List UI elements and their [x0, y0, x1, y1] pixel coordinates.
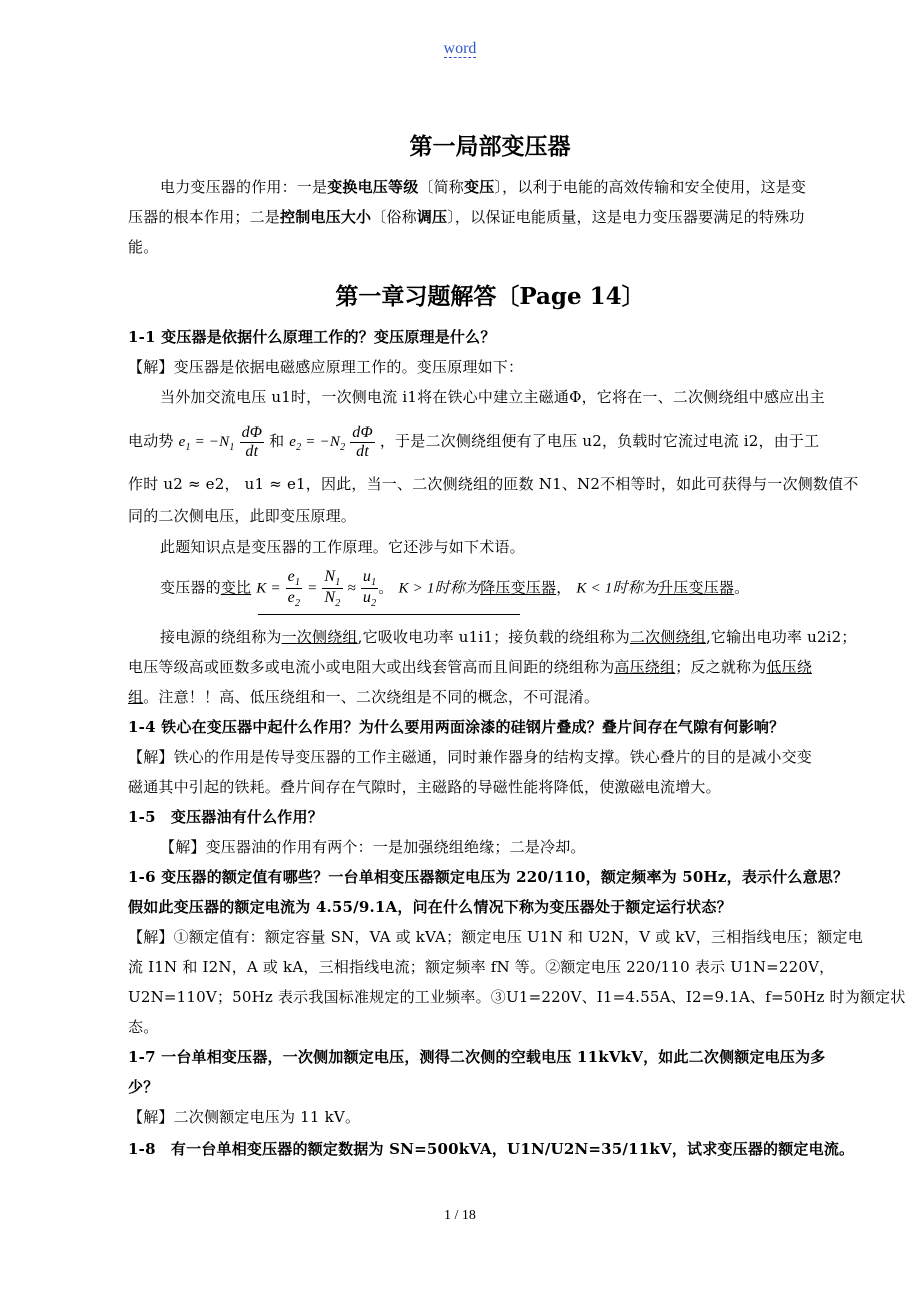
answer-1-6-line-1: 【解】①额定值有：额定容量 SN，VA 或 kVA；额定电压 U1N 和 U2N，V 或 kV，三相指线电压；额定电 — [128, 928, 863, 946]
ratio-term: 升压变压器 — [658, 578, 735, 597]
intro-text: 压器的根本作用；二是 — [128, 208, 281, 226]
chapter-title: 第一章习题解答〔Page 14〕 — [335, 283, 645, 310]
question-1-4: 1-4 铁心在变压器中起什么作用？为什么要用两面涂漆的硅钢片叠成？叠片间存在气隙有何影响？ — [128, 718, 785, 736]
w-term: 高压绕组 — [614, 658, 676, 676]
windings-line-2 — [128, 656, 852, 677]
intro-text: 〕，以利于电能的高效传输和安全使用，这是变 — [494, 178, 807, 196]
turns-ratio-line — [160, 568, 852, 609]
w-text: ；反之就称为 — [675, 658, 767, 676]
p2-text: 电动势 — [128, 432, 174, 451]
ratio-term: 变比 — [220, 578, 252, 597]
ratio-text: ， — [556, 578, 572, 597]
p2-text: ，于是二次侧绕组便有了电压 u2，负载时它流过电流 i2，由于工 — [379, 432, 820, 451]
ratio-text: K > 1时称为 — [398, 580, 481, 597]
ratio-term: 降压变压器 — [480, 578, 557, 597]
header-link-text[interactable]: word — [443, 40, 477, 57]
answer-1-1-p5: 此题知识点是变压器的工作原理。它还涉与如下术语。 — [160, 538, 525, 556]
answer-1-1-p3: 作时 u2 ≈ e2， u1 ≈ e1，因此，当一、二次侧绕组的匝数 N1、N2不相等时，如此可获得与一次侧数值不 — [128, 475, 859, 493]
question-1-7-line-1: 1-7 一台单相变压器，一次侧加额定电压，测得二次侧的空载电压 11kVkV，如此二次侧额定电压为多 — [128, 1048, 826, 1066]
question-1-7-line-2: 少？ — [128, 1078, 159, 1096]
fraction-dphi-dt: $\frac{d\Phi}{dt}$ — [241, 424, 263, 460]
question-1-1: 1-1 变压器是依据什么原理工作的？变压原理是什么？ — [128, 328, 496, 346]
question-1-6-line-1: 1-6 变压器的额定值有哪些？一台单相变压器额定电压为 220/110，额定频率为 50Hz，表示什么意思？ — [128, 868, 849, 886]
intro-text: 电力变压器的作用：一是 — [160, 178, 328, 196]
formula-eq: = — [307, 580, 318, 597]
part-title: 第一局部变压器 — [409, 133, 571, 160]
answer-1-6-line-3: U2N=110V；50Hz 表示我国标准规定的工业频率。③U1=220V、I1=4.55A、I2=9.1A、f=50Hz 时为额定状 — [128, 988, 906, 1006]
formula-e2: $e_2 = -N_2$ — [289, 434, 346, 454]
formula-underline — [258, 614, 520, 615]
formula-e1: $e_1 = -N_1$ — [178, 434, 235, 454]
fraction-e1-e2: $\frac{e_1}{e_2}$ — [287, 568, 301, 610]
intro-bold: 变压 — [464, 178, 495, 196]
question-1-6-line-2: 假如此变压器的额定电流为 4.55/9.1A，问在什么情况下称为变压器处于额定运行状态？ — [128, 898, 732, 916]
fraction-n1-n2: $\frac{N_1}{N_2}$ — [324, 568, 341, 610]
fraction-dphi-dt: $\frac{d\Phi}{dt}$ — [352, 424, 373, 460]
answer-1-4-line-1: 【解】铁心的作用是传导变压器的工作主磁通，同时兼作器身的结构支撑。铁心叠片的目的是减小交变 — [128, 748, 813, 766]
ratio-text: 。 — [378, 578, 394, 597]
intro-text: 〕，以保证电能质量，这是电力变压器要满足的特殊功 — [447, 208, 805, 226]
w-term: 二次侧绕组 — [629, 628, 706, 646]
answer-1-1: 【解】变压器是依据电磁感应原理工作的。变压原理如下： — [128, 358, 524, 376]
answer-1-1-p1: 当外加交流电压 u1时，一次侧电流 i1将在铁心中建立主磁通Φ，它将在一、二次侧绕组中感应出主 — [160, 388, 825, 406]
intro-text: 〔俗称 — [371, 208, 417, 226]
intro-line-2 — [128, 206, 852, 227]
windings-line-3 — [128, 686, 852, 707]
ratio-text: K < 1时称为 — [576, 580, 659, 597]
intro-text: 〔简称 — [418, 178, 465, 196]
header-word-link[interactable] — [0, 40, 920, 58]
w-text: ,它输出电功率 u2i2； — [705, 628, 857, 646]
windings-line-1 — [160, 626, 857, 647]
answer-1-1-p2 — [128, 424, 852, 460]
ratio-text: 变压器的 — [160, 578, 221, 597]
question-1-8: 1-8 有一台单相变压器的额定数据为 SN=500kVA，U1N/U2N=35/11kV，试求变压器的额定电流。 — [128, 1140, 855, 1158]
intro-bold: 调压 — [416, 208, 448, 226]
answer-1-6-line-4: 态。 — [128, 1018, 159, 1036]
w-term: 一次侧绕组 — [281, 628, 358, 646]
w-term: 低压绕 — [766, 658, 813, 676]
formula-k: K = — [256, 580, 281, 597]
w-text: 接电源的绕组称为 — [160, 628, 282, 646]
answer-1-7: 【解】二次侧额定电压为 11 kV。 — [128, 1108, 361, 1126]
ratio-text: 。 — [734, 578, 750, 597]
intro-line-3: 能。 — [128, 238, 159, 256]
w-text: 。注意！！高、低压绕组和一、二次绕组是不同的概念，不可混淆。 — [143, 688, 600, 706]
w-text: ,它吸收电功率 u1i1；接负载的绕组称为 — [357, 628, 630, 646]
answer-1-4-line-2: 磁通其中引起的铁耗。叠片间存在气隙时，主磁路的导磁性能将降低，使激磁电流增大。 — [128, 778, 721, 796]
fraction-u1-u2: $\frac{u_1}{u_2}$ — [362, 568, 377, 610]
page-number: 1 / 18 — [444, 1208, 476, 1223]
answer-1-5: 【解】变压器油的作用有两个：一是加强绕组绝缘；二是冷却。 — [160, 838, 586, 856]
intro-bold: 控制电压大小 — [280, 208, 372, 226]
question-1-5: 1-5 变压器油有什么作用？ — [128, 808, 323, 826]
answer-1-1-p4: 同的二次侧电压，此即变压原理。 — [128, 507, 357, 525]
answer-1-6-line-2: 流 I1N 和 I2N，A 或 kA，三相指线电流；额定频率 fN 等。②额定电压 220/110 表示 U1N=220V， — [128, 958, 835, 976]
w-term: 组 — [128, 688, 144, 706]
p2-text: 和 — [269, 432, 285, 451]
formula-approx: ≈ — [347, 580, 356, 597]
intro-bold: 变换电压等级 — [327, 178, 419, 196]
intro-line-1 — [160, 176, 852, 197]
w-text: 电压等级高或匝数多或电流小或电阻大或出线套管高而且间距的绕组称为 — [128, 658, 615, 676]
